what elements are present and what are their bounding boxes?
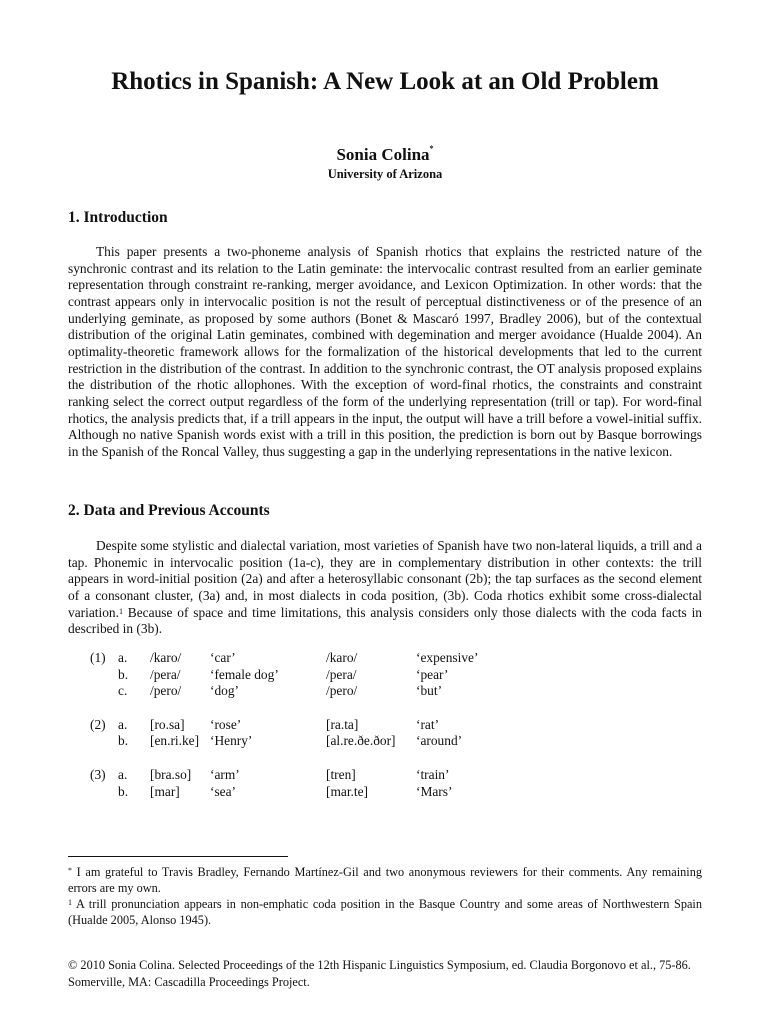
- example-form-2: /pero/: [326, 683, 358, 699]
- example-number: [90, 784, 118, 801]
- example-letter: a.: [118, 650, 128, 665]
- affiliation: University of Arizona: [327, 167, 443, 181]
- section-heading-data: 2. Data and Previous Accounts: [68, 502, 270, 519]
- example-number: [90, 667, 118, 684]
- example-form: [en.ri.ke]: [150, 733, 200, 749]
- footnote-divider: [68, 856, 288, 857]
- example-number: (1): [90, 650, 106, 665]
- example-row: [90, 784, 478, 801]
- example-gloss-2: ‘but’: [416, 683, 443, 699]
- example-letter: b.: [118, 666, 129, 682]
- data-paragraph-text-cont: Because of space and time limitations, this analysis considers only those dialects with the coda facts in described in (3b).: [68, 604, 702, 637]
- example-row: [90, 667, 478, 684]
- example-form-2: [mar.te]: [326, 783, 369, 799]
- copyright-notice: © 2010 Sonia Colina. Selected Proceedings of the 12th Hispanic Linguistics Symposium, ed. Claudia Borgonovo et al., 75-86. Somerville, MA: Cascadilla Proceedings Project.: [68, 958, 691, 989]
- footnote-text: A trill pronunciation appears in non-emphatic coda position in the Basque Country and some areas of Northwestern Spain (Hualde 2005, Alonso 1945).: [68, 897, 702, 927]
- example-row: [90, 650, 478, 667]
- author-name: [60, 145, 710, 165]
- example-number: (2): [90, 716, 106, 732]
- data-paragraph-text: Despite some stylistic and dialectal variation, most varieties of Spanish have two non-lateral liquids, a trill and a tap. Phonemic in intervocalic position (1a-c), they are in complementary distribution in other contexts: the trill appears in word-initial position (2a) and after a heterosyllabic consonant (2b); the tap surfaces as the second element of a consonant cluster, (3a) and, in most dialects in coda position, (3b). Coda rhotics exhibit some cross-dialectal variation.: [68, 538, 702, 620]
- author-name-text: Sonia Colina: [336, 145, 430, 164]
- example-gloss-2: ‘around’: [416, 733, 463, 749]
- examples: [90, 650, 478, 800]
- example-gloss: ‘car’: [210, 650, 236, 665]
- example-letter: b.: [118, 783, 129, 799]
- examples-table: [90, 650, 478, 800]
- example-row: [90, 767, 478, 784]
- example-gloss-2: ‘rat’: [416, 716, 440, 732]
- example-number: [90, 733, 118, 750]
- example-form-2: /karo/: [326, 650, 358, 665]
- example-form-2: /pera/: [326, 666, 357, 682]
- example-form: [mar]: [150, 783, 180, 799]
- example-gloss-2: ‘expensive’: [416, 650, 479, 665]
- footnote-1: [68, 896, 702, 928]
- example-gloss: ‘sea’: [210, 783, 237, 799]
- example-form: /pero/: [150, 683, 182, 699]
- introduction-paragraph: This paper presents a two-phoneme analysis of Spanish rhotics that explains the restricted nature of the synchronic contrast and its relation to the Latin geminate: the intervocalic contrast resulted from an earlier geminate representation through constraint re-ranking, merger avoidance, and Lexicon Optimization. In other words: that the contrast appears only in intervocalic position is not the result of perceptual distinctiveness or of the presence of an underlying geminate, as proposed by some authors (Bonet & Mascaró 1997, Bradley 2006), but of the contextual distribution of the original Latin geminates, combined with degemination and merger avoidance (Hualde 2004). An optimality-theoretic framework allows for the formalization of the historical developments that led to the current restriction in the distribution of the contrast. In addition to the synchronic contrast, the OT analysis proposed explains the distribution of the rhotic allophones. With the exception of word-final rhotics, the constraints and constraint ranking select the correct output regardless of the form of the underlying representation (trill or tap). For word-final rhotics, the analysis predicts that, if a trill appears in the input, the output will have a trill before a vowel-initial suffix. Although no native Spanish words exist with a trill in this position, the prediction is born out by Basque borrowings in the Spanish of the Roncal Valley, thus suggesting a gap in the underlying representations in the native lexicon.: [68, 244, 702, 459]
- example-letter: c.: [118, 683, 128, 699]
- example-row: [90, 733, 478, 750]
- example-form: /karo/: [150, 650, 182, 665]
- example-gloss: ‘arm’: [210, 766, 240, 782]
- example-gloss: ‘dog’: [210, 683, 240, 699]
- example-form: [bra.so]: [150, 766, 192, 782]
- example-form-2: [ra.ta]: [326, 716, 359, 732]
- example-row: [90, 683, 478, 700]
- example-letter: a.: [118, 766, 128, 782]
- paper-title: Rhotics in Spanish: A New Look at an Old Problem: [111, 68, 659, 95]
- example-gloss-2: ‘train’: [416, 766, 450, 782]
- section-heading-introduction: 1. Introduction: [68, 209, 168, 226]
- example-form-2: [al.re.ðe.ðor]: [326, 733, 396, 749]
- example-gloss: ‘rose’: [210, 716, 242, 732]
- data-paragraph: [68, 538, 702, 638]
- example-number: (3): [90, 766, 106, 782]
- spacer-cell: [90, 700, 478, 717]
- example-letter: a.: [118, 716, 128, 732]
- spacer-cell: [90, 750, 478, 767]
- example-spacer: [90, 700, 478, 717]
- example-gloss: ‘female dog’: [210, 666, 279, 682]
- footnote-marker: 1: [68, 898, 72, 907]
- footnote-marker: *: [68, 866, 72, 875]
- example-gloss: ‘Henry’: [210, 733, 253, 749]
- example-row: [90, 717, 478, 734]
- footnote-acknowledgement: [68, 864, 702, 896]
- example-number: [90, 683, 118, 700]
- example-gloss-2: ‘pear’: [416, 666, 449, 682]
- author-footnote-marker: *: [429, 144, 434, 153]
- example-form-2: [tren]: [326, 766, 356, 782]
- example-form: /pera/: [150, 666, 181, 682]
- example-letter: b.: [118, 733, 129, 749]
- footnote-ref-1: 1: [118, 606, 123, 616]
- footnote-text: I am grateful to Travis Bradley, Fernando Martínez-Gil and two anonymous reviewers for their comments. Any remaining errors are my own.: [68, 865, 702, 895]
- example-spacer: [90, 750, 478, 767]
- example-form: [ro.sa]: [150, 716, 185, 732]
- example-gloss-2: ‘Mars’: [416, 783, 453, 799]
